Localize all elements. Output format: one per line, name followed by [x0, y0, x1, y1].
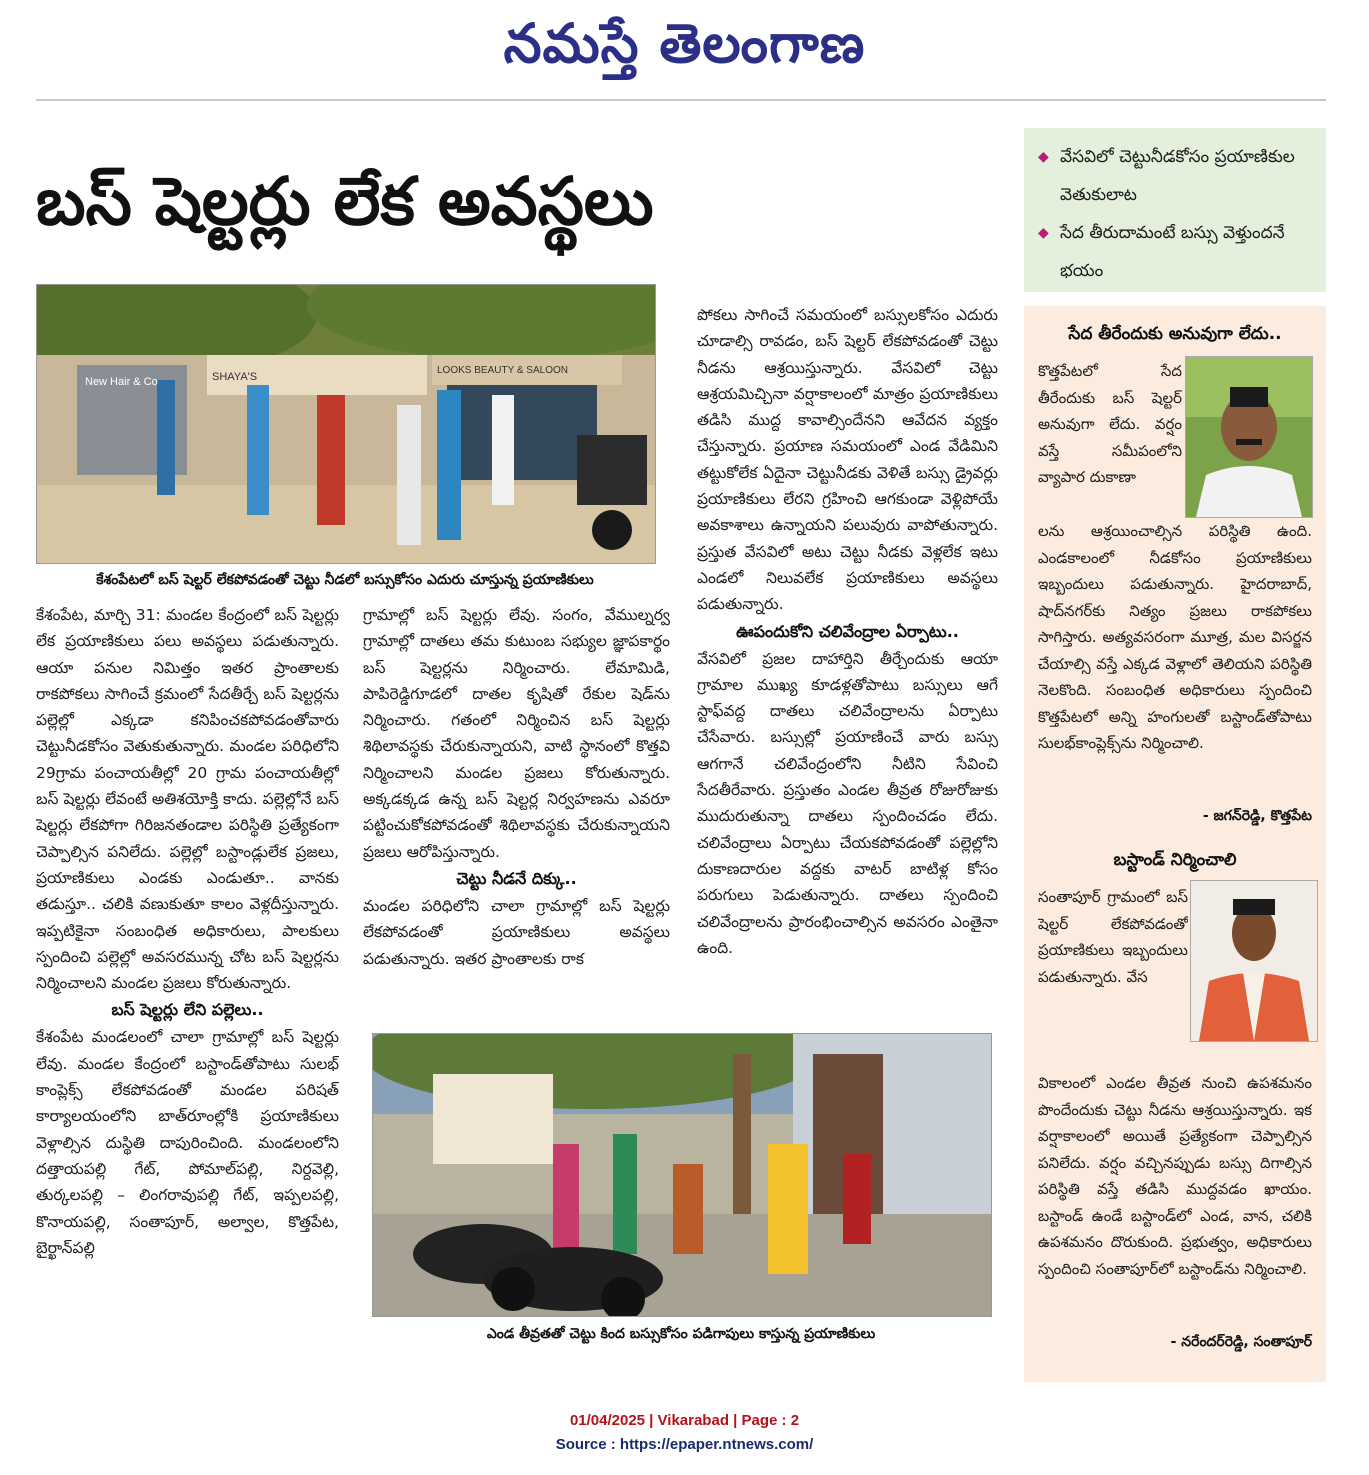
photo-caption: కేశంపేటలో బస్ షెల్టర్ లేకపోవడంతో చెట్టు నీడలో బస్సుకోసం ఎదురు చూస్తున్న ప్రయాణికులు — [96, 572, 594, 588]
quote-text-body: లను ఆశ్రయించాల్సిన పరిస్థితి ఉంది. ఎండకాలంలో నీడకోసం ప్రయాణికులు ఇబ్బందులు పడుతున్నారు. హైదరాబాద్, షాద్‌నగర్‌కు నిత్యం ప్రజలు రాకపోకలు సాగిస్తారు. అత్యవసరంగా మూత్ర, మల విసర్జన చేయాల్సి వస్తే ఎక్కడ వెళ్లాలో తెలియని పరిస్థితి నెలకొంది. సంబంధిత అధికారులు స్పందించి కొత్తపేటలో అన్ని హంగులతో బస్టాండ్‌తోపాటు సులభ్‌కాంప్లెక్స్‌ను నిర్మించాలి. — [1038, 522, 1312, 752]
quote-text-body: వికాలంలో ఎండల తీవ్రత నుంచి ఉపశమనం పొందేందుకు చెట్టు నీడను ఆశ్రయిస్తున్నారు. ఇక వర్షాకాలంలో అయితే ప్రత్యేకంగా చెప్పాల్సిన పనిలేదు. వర్షం వచ్చినప్పుడు బస్సు దిగాల్సిన పరిస్థితి వస్తే తడిసి ముద్దవడం ఖాయం. బస్టాండ్ ఉండే బస్టాండ్‌లో ఎండ, వాన, చలికి ఉపశమనం దొరుకుంది. ప్రభుత్వం, అధికారులు స్పందించి సంతాపూర్‌లో బస్టాండ్‌ను నిర్మించాలి. — [1038, 1074, 1312, 1278]
section-subheading: చెట్టు నీడనే దిక్కు.. — [456, 868, 577, 888]
portrait-photo — [1190, 880, 1318, 1042]
diamond-bullet-icon: ◆ — [1038, 149, 1049, 165]
photo-caption: ఎండ తీవ్రతతో చెట్టు కింద బస్సుకోసం పడిగాపులు కాస్తున్న ప్రయాణికులు — [486, 1326, 876, 1342]
article-headline: బస్ షెల్టర్లు లేక అవస్థలు — [36, 163, 654, 240]
article-column-2 — [363, 602, 670, 1028]
portrait-photo — [1185, 356, 1313, 518]
highlight-text: వేసవిలో చెట్టునీడకోసం ప్రయాణికుల వెతుకులాట — [1060, 147, 1295, 205]
quote-signature: - నరేందర్‌రెడ్డి, సంతాపూర్ — [1170, 1334, 1312, 1350]
article-column-1 — [36, 602, 339, 1358]
article-paragraph: గ్రామాల్లో బస్ షెల్టర్లు లేవు. సంగం, వేముల్నర్వ గ్రామాల్లో దాతలు తమ కుటుంబ సభ్యుల జ్ఞాపకార్థం బస్ షెల్టర్లను నిర్మించారు. లేమామిడి, పాపిరెడ్డిగూడలో దాతల కృషితో రేకుల షెడ్‌ను నిర్మించారు. గతంలో నిర్మించిన బస్ షెల్టర్లు శిథిలావస్థకు చేరుకున్నాయని, వాటి స్థానంలో కొత్తవి నిర్మించాలని మండల ప్రజలు కోరుతున్నారు. అక్కడక్కడ ఉన్న బస్ షెల్టర్ల నిర్వహణను ఎవరూ పట్టించుకోకపోవడంతో శిథిలావస్థకు చేరుకున్నాయని ప్రజలు ఆరోపిస్తున్నారు. — [363, 606, 670, 861]
article-column-3 — [697, 302, 998, 1028]
photo-bus-stop-shade — [36, 284, 656, 564]
quote-text-top: సంతాపూర్ గ్రామంలో బస్ షెల్టర్ లేకపోవడంతో ప్రయాణికులు ఇబ్బందులు పడుతున్నారు. వేస — [1038, 888, 1188, 986]
article-paragraph: కేశంపేట మండలంలో చాలా గ్రామాల్లో బస్ షెల్టర్లు లేవు. మండల కేంద్రంలో బస్టాండ్‌తోపాటు సులభ్ కాంప్లెక్స్ లేకపోవడంతో మండల పరిషత్ కార్యాలయంలోని బాత్‌రూంల్లోకి ప్రయాణికులు వెళ్లాల్సిన దుస్థితి దాపురించింది. మండలంలోని దత్తాయపల్లి గేట్, పోమాల్‌పల్లి, నిర్దవెల్లి, తుర్కలపల్లి – లింగరావుపల్లి గేట్, ఇప్పలపల్లి, కొనాయపల్లి, సంతాపూర్, అల్వాల, కొత్తపేట, బైర్ఖాన్‌పల్లి — [36, 1028, 339, 1257]
shop-sign-text: New Hair & Co — [85, 376, 158, 388]
diamond-bullet-icon: ◆ — [1038, 225, 1049, 241]
article-paragraph: కేశంపేట, మార్చి 31: మండల కేంద్రంలో బస్ షెల్టర్లు లేక ప్రయాణికులు పలు అవస్థలు పడుతున్నారు. ఆయా పనుల నిమిత్తం ఇతర ప్రాంతాలకు రాకపోకలు సాగించే క్రమంలో సేదతీర్చే బస్ షెల్టర్లను పల్లెల్లో ఎక్కడా కనిపించకపోవడంతోవారు చెట్టునీడకోసం వెతుకుతున్నారు. మండల పరిధిలోని 29గ్రామ పంచాయతీల్లో 20 గ్రామ పంచాయతీల్లో బస్ షెల్టర్లు లేవంటే అతిశయోక్తి కాదు. పల్లెల్లోనే బస్ షెల్టర్లు లేకపోగా గిరిజనతండాల పరిస్థితి ప్రత్యేకంగా చెప్పాల్సిన పనిలేదు. పల్లెల్లో బస్టాండ్లులేక ప్రజలు, ప్రయాణికులు ఎండకు ఎండుతూ.. వానకు తడుస్తూ.. చలికి వణుకుతూ కాలం వెళ్లదీస్తున్నారు. ఇప్పటికైనా సంబంధిత అధికారులు, పాలకులు స్పందించి పల్లెల్లో అవసరమున్న చోట బస్ షెల్టర్లను నిర్మించాలని మండల ప్రజలు కోరుతున్నారు. — [36, 606, 339, 993]
photo-passengers-waiting — [372, 1033, 992, 1317]
highlight-text: సేద తీరుదామంటే బస్సు వెళ్తుందనే భయం — [1060, 223, 1285, 281]
quote-signature: - జగన్‌రెడ్డి, కొత్తపేట — [1202, 808, 1312, 824]
footer-source-link[interactable]: Source : https://epaper.ntnews.com/ — [555, 1436, 814, 1453]
highlight-item — [1038, 214, 1312, 290]
highlights-box — [1024, 128, 1326, 292]
masthead-logo: నమస్తే తెలంగాణ — [503, 11, 866, 75]
quote-text-top: కొత్తపేటలో సేద తీరేందుకు బస్ షెల్టర్ అనువుగా లేదు. వర్షం వస్తే సమీపంలోని వ్యాపార దుకాణా — [1038, 362, 1182, 486]
sidebar-panel — [1024, 306, 1326, 1382]
shop-sign-text: LOOKS BEAUTY & SALOON — [437, 365, 568, 376]
article-paragraph: మండల పరిధిలోని చాలా గ్రామాల్లో బస్ షెల్టర్లు లేకపోవడంతో ప్రయాణికులు అవస్థలు పడుతున్నారు. ఇతర ప్రాంతాలకు రాక — [363, 896, 670, 968]
sidebar-heading: సేద తీరేందుకు అనువుగా లేదు.. — [1068, 324, 1282, 344]
header-rule — [36, 99, 1326, 101]
highlight-item — [1038, 138, 1312, 214]
section-subheading: బస్ షెల్టర్లు లేని పల్లెలు.. — [111, 1000, 264, 1020]
sidebar-heading: బస్టాండ్ నిర్మించాలి — [1113, 850, 1237, 870]
footer-date-page: 01/04/2025 | Vikarabad | Page : 2 — [569, 1412, 800, 1429]
section-subheading: ఊపందుకోని చలివేంద్రాల ఏర్పాటు.. — [736, 621, 959, 641]
article-paragraph: వేసవిలో ప్రజల దాహార్తిని తీర్చేందుకు ఆయా గ్రామాల ముఖ్య కూడళ్లతోపాటు బస్సులు ఆగే స్టాఫ్‌వద్ద దాతలు చలివేంద్రాలను ఏర్పాటు చేసేవారు. బస్సుల్లో ప్రయాణించే వారు బస్సు ఆగగానే చలివేంద్రంలోని నీటిని సేవించి సేదతీరేవారు. ప్రస్తుతం ఎండల తీవ్రత రోజురోజుకు ముదురుతున్నా దాతలు స్పందించడం లేదు. చలివేంద్రాలు ఏర్పాటు చేయకపోవడంతో పల్లెల్లోని దుకాణదారుల వద్దకు వాటర్ బాటిళ్ల కోసం పరుగులు పెడుతున్నారు. దాతలు స్పందించి చలివేంద్రాలను ప్రారంభించాల్సిన అవసరం ఎంతైనా ఉంది. — [697, 649, 998, 957]
article-paragraph: పోకలు సాగించే సమయంలో బస్సులకోసం ఎదురు చూడాల్సి రావడం, బస్ షెల్టర్ లేకపోవడంతో చెట్టు నీడను ఆశ్రయిస్తున్నారు. వేసవిలో చెట్టు ఆశ్రయమిచ్చినా వర్షాకాలంలో మాత్రం ప్రయాణికులు తడిసి ముద్ద కావాల్సిందేనని ఆవేదన వ్యక్తం చేస్తున్నారు. ప్రయాణ సమయంలో ఎండ వేడిమిని తట్టుకోలేక ఏదైనా చెట్టునీడకు వెళితే బస్సు డ్రైవర్లు ప్రయాణికులు లేరని గ్రహించి ఆగకుండా వెళ్లిపోయే అవకాశాలు ఉన్నాయని పలువురు వాపోతున్నారు. ప్రస్తుత వేసవిలో అటు చెట్టు నీడకు వెళ్లలేక ఇటు ఎండలో నిలువలేక ప్రయాణికులు అవస్థలు పడుతున్నారు. — [697, 306, 998, 614]
shop-sign-text: SHAYA'S — [212, 371, 258, 383]
